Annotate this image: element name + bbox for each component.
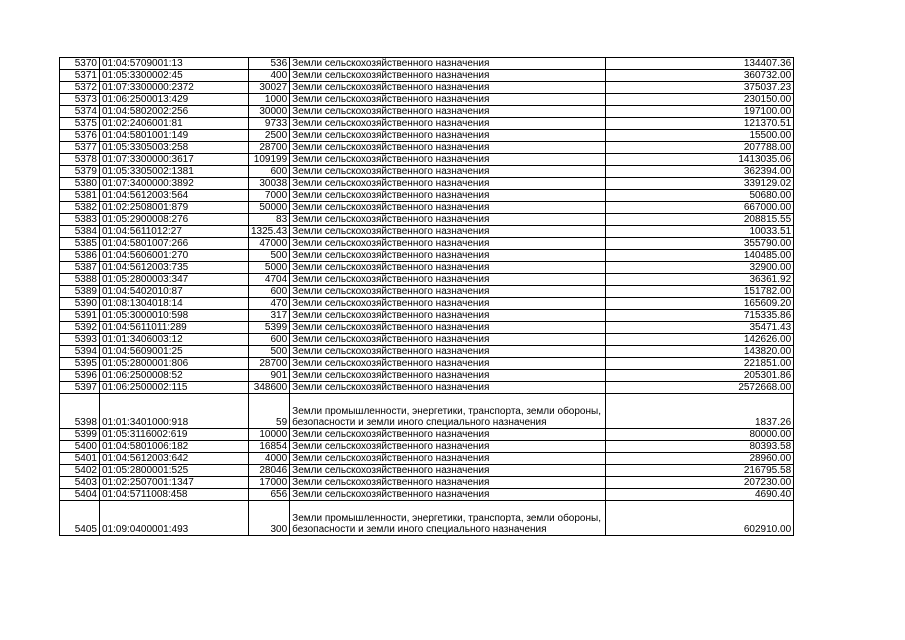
row-number-cell: 5391 [60,310,100,322]
area-cell: 600 [249,334,290,346]
cadastral-value-cell: 362394.00 [606,166,794,178]
cadastral-number-cell: 01:05:2800003:347 [100,274,249,286]
cadastral-number-cell: 01:05:3305003:258 [100,142,249,154]
cadastral-value-cell: 35471.43 [606,322,794,334]
land-category-cell: Земли сельскохозяйственного назначения [290,465,606,477]
row-number-cell: 5385 [60,238,100,250]
cadastral-value-cell: 207788.00 [606,142,794,154]
table-row [60,154,794,166]
cadastral-number-cell: 01:07:3400000:3892 [100,178,249,190]
land-category-cell: Земли сельскохозяйственного назначения [290,286,606,298]
cadastral-number-cell: 01:05:3305002:1381 [100,166,249,178]
area-cell: 30027 [249,82,290,94]
table-row [60,334,794,346]
cadastral-value-cell: 667000.00 [606,202,794,214]
area-cell: 348600 [249,382,290,394]
area-cell: 109199 [249,154,290,166]
land-category-cell: Земли сельскохозяйственного назначения [290,346,606,358]
cadastral-value-cell: 355790.00 [606,238,794,250]
land-category-cell: Земли сельскохозяйственного назначения [290,214,606,226]
land-category-cell: Земли сельскохозяйственного назначения [290,202,606,214]
land-category-cell: Земли сельскохозяйственного назначения [290,429,606,441]
land-category-cell: Земли сельскохозяйственного назначения [290,477,606,489]
cadastral-number-cell: 01:04:5402010:87 [100,286,249,298]
cadastral-value-cell: 207230.00 [606,477,794,489]
table-row [60,130,794,142]
row-number-cell: 5377 [60,142,100,154]
row-number-cell: 5376 [60,130,100,142]
area-cell: 1325.43 [249,226,290,238]
row-number-cell: 5373 [60,94,100,106]
row-number-cell: 5384 [60,226,100,238]
row-number-cell: 5383 [60,214,100,226]
cadastral-value-cell: 221851.00 [606,358,794,370]
cadastral-value-cell: 142626.00 [606,334,794,346]
row-number-cell: 5380 [60,178,100,190]
area-cell: 28046 [249,465,290,477]
table-row [60,346,794,358]
table-row [60,310,794,322]
cadastral-value-cell: 205301.86 [606,370,794,382]
row-number-cell: 5389 [60,286,100,298]
cadastral-number-cell: 01:05:2900008:276 [100,214,249,226]
land-category-cell: Земли сельскохозяйственного назначения [290,453,606,465]
table-row [60,166,794,178]
cadastral-value-cell: 4690.40 [606,489,794,501]
land-category-cell: Земли сельскохозяйственного назначения [290,178,606,190]
row-number-cell: 5379 [60,166,100,178]
cadastral-number-cell: 01:04:5612003:642 [100,453,249,465]
cadastral-value-cell: 216795.58 [606,465,794,477]
table-row [60,262,794,274]
area-cell: 600 [249,286,290,298]
table-row [60,58,794,70]
land-category-cell: Земли сельскохозяйственного назначения [290,166,606,178]
cadastral-number-cell: 01:02:2406001:81 [100,118,249,130]
row-number-cell: 5395 [60,358,100,370]
cadastral-number-cell: 01:04:5711008:458 [100,489,249,501]
land-category-cell: Земли сельскохозяйственного назначения [290,70,606,82]
area-cell: 500 [249,346,290,358]
table-row [60,178,794,190]
area-cell: 300 [249,501,290,536]
area-cell: 83 [249,214,290,226]
table-row [60,394,794,429]
land-category-cell: Земли сельскохозяйственного назначения [290,334,606,346]
area-cell: 317 [249,310,290,322]
cadastral-number-cell: 01:04:5802002:256 [100,106,249,118]
row-number-cell: 5397 [60,382,100,394]
area-cell: 28700 [249,358,290,370]
table-row [60,382,794,394]
land-category-cell: Земли сельскохозяйственного назначения [290,226,606,238]
row-number-cell: 5375 [60,118,100,130]
row-number-cell: 5370 [60,58,100,70]
land-category-cell: Земли сельскохозяйственного назначения [290,238,606,250]
cadastral-number-cell: 01:01:3406003:12 [100,334,249,346]
row-number-cell: 5378 [60,154,100,166]
land-category-cell: Земли сельскохозяйственного назначения [290,82,606,94]
area-cell: 470 [249,298,290,310]
area-cell: 656 [249,489,290,501]
table-row [60,286,794,298]
table-row [60,274,794,286]
cadastral-number-cell: 01:04:5611012:27 [100,226,249,238]
table-row [60,238,794,250]
table-row [60,322,794,334]
cadastral-value-cell: 80000.00 [606,429,794,441]
area-cell: 1000 [249,94,290,106]
cadastral-value-cell: 2572668.00 [606,382,794,394]
land-category-cell: Земли сельскохозяйственного назначения [290,106,606,118]
row-number-cell: 5405 [60,501,100,536]
cadastral-value-cell: 134407.36 [606,58,794,70]
land-category-cell: Земли сельскохозяйственного назначения [290,274,606,286]
cadastral-number-cell: 01:04:5609001:25 [100,346,249,358]
cadastral-value-cell: 143820.00 [606,346,794,358]
table-row [60,70,794,82]
cadastral-number-cell: 01:06:2500002:115 [100,382,249,394]
row-number-cell: 5394 [60,346,100,358]
table-row [60,453,794,465]
cadastral-value-cell: 151782.00 [606,286,794,298]
row-number-cell: 5399 [60,429,100,441]
cadastral-value-cell: 602910.00 [606,501,794,536]
cadastral-number-cell: 01:02:2508001:879 [100,202,249,214]
table-row [60,94,794,106]
cadastral-value-cell: 375037.23 [606,82,794,94]
area-cell: 500 [249,250,290,262]
row-number-cell: 5400 [60,441,100,453]
table-row [60,106,794,118]
area-cell: 5000 [249,262,290,274]
cadastral-number-cell: 01:06:2500008:52 [100,370,249,382]
area-cell: 9733 [249,118,290,130]
cadastral-value-cell: 715335.86 [606,310,794,322]
land-category-cell: Земли сельскохозяйственного назначения [290,190,606,202]
cadastral-number-cell: 01:02:2507001:1347 [100,477,249,489]
cadastral-value-cell: 36361.92 [606,274,794,286]
table-row [60,142,794,154]
land-category-cell: Земли сельскохозяйственного назначения [290,262,606,274]
land-category-cell: Земли сельскохозяйственного назначения [290,489,606,501]
land-category-cell: Земли промышленности, энергетики, транспорта, земли обороны, безопасности и земли иного специального назначения [290,394,606,429]
row-number-cell: 5381 [60,190,100,202]
land-plots-table [59,57,794,536]
cadastral-number-cell: 01:04:5801001:149 [100,130,249,142]
cadastral-value-cell: 1837.26 [606,394,794,429]
cadastral-value-cell: 208815.55 [606,214,794,226]
cadastral-value-cell: 28960.00 [606,453,794,465]
land-category-cell: Земли сельскохозяйственного назначения [290,130,606,142]
row-number-cell: 5371 [60,70,100,82]
table-row [60,226,794,238]
area-cell: 16854 [249,441,290,453]
cadastral-number-cell: 01:07:3300000:3617 [100,154,249,166]
row-number-cell: 5393 [60,334,100,346]
cadastral-value-cell: 50680.00 [606,190,794,202]
area-cell: 400 [249,70,290,82]
area-cell: 4000 [249,453,290,465]
table-row [60,429,794,441]
table-row [60,214,794,226]
area-cell: 2500 [249,130,290,142]
cadastral-number-cell: 01:05:3116002:619 [100,429,249,441]
land-category-cell: Земли сельскохозяйственного назначения [290,441,606,453]
cadastral-number-cell: 01:09:0400001:493 [100,501,249,536]
row-number-cell: 5382 [60,202,100,214]
area-cell: 59 [249,394,290,429]
table-row [60,477,794,489]
land-category-cell: Земли сельскохозяйственного назначения [290,58,606,70]
land-category-cell: Земли сельскохозяйственного назначения [290,142,606,154]
land-category-cell: Земли сельскохозяйственного назначения [290,250,606,262]
row-number-cell: 5392 [60,322,100,334]
area-cell: 17000 [249,477,290,489]
area-cell: 600 [249,166,290,178]
cadastral-number-cell: 01:01:3401000:918 [100,394,249,429]
cadastral-value-cell: 15500.00 [606,130,794,142]
cadastral-number-cell: 01:05:3300002:45 [100,70,249,82]
cadastral-number-cell: 01:04:5709001:13 [100,58,249,70]
cadastral-number-cell: 01:04:5612003:735 [100,262,249,274]
row-number-cell: 5404 [60,489,100,501]
area-cell: 10000 [249,429,290,441]
table-row [60,358,794,370]
table-row [60,501,794,536]
land-category-cell: Земли сельскохозяйственного назначения [290,298,606,310]
row-number-cell: 5403 [60,477,100,489]
cadastral-value-cell: 80393.58 [606,441,794,453]
table-body [60,58,794,536]
table-row [60,298,794,310]
row-number-cell: 5386 [60,250,100,262]
area-cell: 901 [249,370,290,382]
table-row [60,190,794,202]
area-cell: 50000 [249,202,290,214]
cadastral-number-cell: 01:05:3000010:598 [100,310,249,322]
land-category-cell: Земли промышленности, энергетики, транспорта, земли обороны, безопасности и земли иного специального назначения [290,501,606,536]
table-row [60,118,794,130]
land-category-cell: Земли сельскохозяйственного назначения [290,322,606,334]
row-number-cell: 5374 [60,106,100,118]
cadastral-number-cell: 01:05:2800001:806 [100,358,249,370]
table-row [60,82,794,94]
land-category-cell: Земли сельскохозяйственного назначения [290,118,606,130]
area-cell: 28700 [249,142,290,154]
row-number-cell: 5401 [60,453,100,465]
cadastral-value-cell: 140485.00 [606,250,794,262]
row-number-cell: 5388 [60,274,100,286]
row-number-cell: 5398 [60,394,100,429]
table-row [60,465,794,477]
row-number-cell: 5372 [60,82,100,94]
cadastral-value-cell: 1413035.06 [606,154,794,166]
area-cell: 30000 [249,106,290,118]
table-row [60,250,794,262]
table-row [60,489,794,501]
row-number-cell: 5390 [60,298,100,310]
area-cell: 7000 [249,190,290,202]
cadastral-value-cell: 10033.51 [606,226,794,238]
cadastral-number-cell: 01:08:1304018:14 [100,298,249,310]
land-category-cell: Земли сельскохозяйственного назначения [290,94,606,106]
cadastral-value-cell: 360732.00 [606,70,794,82]
cadastral-number-cell: 01:04:5606001:270 [100,250,249,262]
cadastral-value-cell: 121370.51 [606,118,794,130]
cadastral-value-cell: 197100.00 [606,106,794,118]
table-row [60,202,794,214]
table-row [60,441,794,453]
land-category-cell: Земли сельскохозяйственного назначения [290,382,606,394]
row-number-cell: 5387 [60,262,100,274]
cadastral-number-cell: 01:04:5611011:289 [100,322,249,334]
area-cell: 4704 [249,274,290,286]
cadastral-value-cell: 339129.02 [606,178,794,190]
land-category-cell: Земли сельскохозяйственного назначения [290,358,606,370]
row-number-cell: 5402 [60,465,100,477]
row-number-cell: 5396 [60,370,100,382]
cadastral-number-cell: 01:04:5801007:266 [100,238,249,250]
cadastral-number-cell: 01:04:5801006:182 [100,441,249,453]
table-row [60,370,794,382]
land-category-cell: Земли сельскохозяйственного назначения [290,310,606,322]
cadastral-value-cell: 230150.00 [606,94,794,106]
cadastral-number-cell: 01:06:2500013:429 [100,94,249,106]
land-category-cell: Земли сельскохозяйственного назначения [290,370,606,382]
land-category-cell: Земли сельскохозяйственного назначения [290,154,606,166]
area-cell: 5399 [249,322,290,334]
cadastral-number-cell: 01:07:3300000:2372 [100,82,249,94]
cadastral-number-cell: 01:05:2800001:525 [100,465,249,477]
area-cell: 47000 [249,238,290,250]
area-cell: 536 [249,58,290,70]
cadastral-value-cell: 165609.20 [606,298,794,310]
cadastral-number-cell: 01:04:5612003:564 [100,190,249,202]
cadastral-value-cell: 32900.00 [606,262,794,274]
area-cell: 30038 [249,178,290,190]
